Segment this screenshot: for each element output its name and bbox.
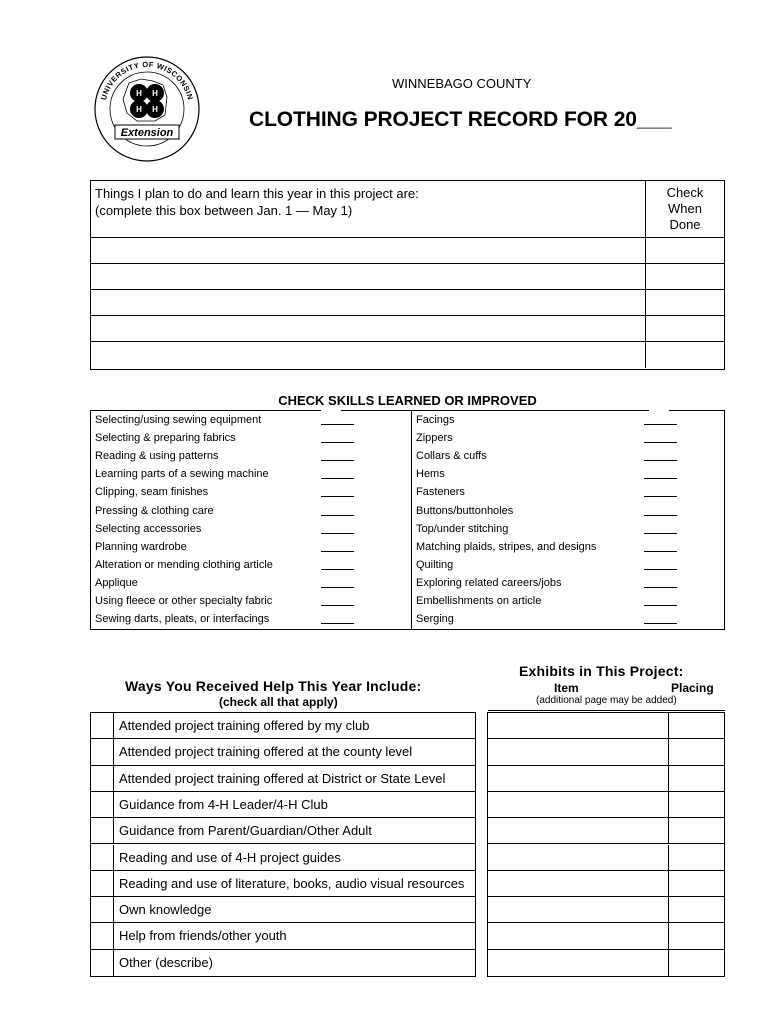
skill-check-blank[interactable]	[321, 623, 354, 624]
skill-item	[91, 610, 411, 628]
skill-label: Clipping, seam finishes	[95, 486, 209, 499]
help-row	[91, 766, 475, 792]
svg-text:H: H	[152, 105, 158, 114]
exhibit-placing-field[interactable]	[669, 766, 724, 791]
help-checkbox[interactable]	[91, 818, 114, 843]
exhibit-item-field[interactable]	[488, 818, 669, 843]
help-row	[91, 818, 475, 844]
skill-check-blank[interactable]	[321, 569, 354, 570]
help-label: Attended project training offered at District or State Level	[119, 770, 446, 786]
help-checkbox[interactable]	[91, 923, 114, 948]
skill-item	[91, 520, 411, 538]
skill-label: Selecting/using sewing equipment	[95, 414, 262, 426]
plans-table	[90, 180, 725, 370]
plan-row	[91, 238, 724, 264]
plan-row	[91, 264, 724, 290]
skill-item	[91, 592, 411, 610]
skill-label: Reading & using patterns	[95, 450, 219, 463]
plan-row	[91, 316, 724, 342]
skill-item	[412, 538, 724, 556]
help-checkbox[interactable]	[91, 766, 114, 791]
skill-item	[412, 574, 724, 592]
skill-check-blank[interactable]	[321, 551, 354, 552]
plan-text-field[interactable]	[91, 238, 646, 264]
skill-item	[412, 556, 724, 574]
skill-label: Planning wardrobe	[95, 540, 187, 553]
exhibit-row	[488, 739, 724, 765]
skill-check-blank[interactable]	[321, 460, 354, 461]
help-checkbox[interactable]	[91, 950, 114, 976]
skill-item	[412, 447, 724, 465]
skill-check-blank[interactable]	[321, 587, 354, 588]
help-table	[90, 712, 476, 977]
help-row	[91, 792, 475, 818]
help-row	[91, 713, 475, 739]
plan-done-checkbox[interactable]	[646, 264, 724, 290]
skill-item	[91, 447, 411, 465]
exhibit-row	[488, 713, 724, 739]
skill-label: Buttons/buttonholes	[416, 504, 514, 517]
skill-label: Pressing & clothing care	[95, 504, 214, 517]
skill-check-blank[interactable]	[644, 515, 677, 516]
skill-item	[412, 502, 724, 520]
plans-prompt-line1: Things I plan to do and learn this year in this project are:	[95, 186, 419, 201]
exhibit-item-field[interactable]	[488, 923, 669, 948]
help-checkbox[interactable]	[91, 845, 114, 870]
exhibit-item-field[interactable]	[488, 713, 669, 738]
skill-item	[91, 502, 411, 520]
plans-prompt-line2: (complete this box between Jan. 1 — May 1)	[95, 203, 353, 218]
skills-left-column	[91, 411, 412, 629]
skill-item	[91, 574, 411, 592]
skill-check-blank[interactable]	[321, 496, 354, 497]
plan-text-field[interactable]	[91, 290, 646, 316]
check-line2: When	[668, 201, 702, 216]
skill-label: Selecting & preparing fabrics	[95, 432, 236, 445]
exhibit-row	[488, 792, 724, 818]
skill-check-blank[interactable]	[644, 605, 677, 606]
help-checkbox[interactable]	[91, 871, 114, 896]
exhibits-item-header: Item	[554, 681, 579, 695]
skill-item	[412, 465, 724, 483]
skill-item	[412, 520, 724, 538]
skill-label: Collars & cuffs	[416, 450, 487, 463]
exhibit-item-field[interactable]	[488, 950, 669, 976]
exhibit-item-field[interactable]	[488, 792, 669, 817]
help-checkbox[interactable]	[91, 792, 114, 817]
exhibit-item-field[interactable]	[488, 897, 669, 922]
check-when-done-header	[646, 181, 724, 238]
skill-label: Fasteners	[416, 486, 465, 499]
skill-check-blank[interactable]	[644, 533, 677, 534]
skill-check-blank[interactable]	[644, 460, 677, 461]
exhibit-row	[488, 766, 724, 792]
svg-text:H: H	[152, 89, 158, 98]
skill-label: Sewing darts, pleats, or interfacings	[95, 613, 270, 626]
help-checkbox[interactable]	[91, 897, 114, 922]
exhibit-row	[488, 950, 724, 976]
exhibit-placing-field[interactable]	[669, 923, 724, 948]
skill-check-blank[interactable]	[644, 442, 677, 443]
skill-label: Applique	[95, 576, 138, 589]
exhibit-placing-field[interactable]	[669, 739, 724, 764]
exhibits-note: (additional page may be added)	[536, 695, 677, 706]
help-label: Help from friends/other youth	[119, 928, 287, 944]
skill-check-blank[interactable]	[321, 442, 354, 443]
help-label: Guidance from 4-H Leader/4-H Club	[119, 796, 328, 812]
skill-item	[412, 592, 724, 610]
help-label: Attended project training offered at the county level	[119, 744, 413, 760]
help-row	[91, 871, 475, 897]
skill-label: Embellishments on article	[416, 595, 542, 607]
help-title: Ways You Received Help This Year Include:	[125, 678, 422, 694]
help-row	[91, 923, 475, 949]
skill-label: Facings	[416, 414, 455, 426]
exhibit-item-field[interactable]	[488, 766, 669, 791]
skill-check-blank[interactable]	[321, 515, 354, 516]
exhibit-row	[488, 897, 724, 923]
skill-label: Using fleece or other specialty fabric	[95, 595, 273, 607]
skill-label: Learning parts of a sewing machine	[95, 468, 269, 481]
exhibit-row	[488, 845, 724, 871]
help-row	[91, 739, 475, 765]
exhibits-rule	[488, 710, 725, 711]
skill-label: Hems	[416, 468, 445, 481]
plan-text-field[interactable]	[91, 264, 646, 290]
plan-done-checkbox[interactable]	[646, 316, 724, 342]
skill-item	[412, 610, 724, 628]
plan-done-checkbox[interactable]	[646, 290, 724, 316]
plan-text-field[interactable]	[91, 316, 646, 342]
skills-right-column	[412, 411, 724, 629]
skill-item	[412, 411, 724, 429]
help-label: Other (describe)	[119, 954, 213, 970]
help-label: Attended project training offered by my club	[119, 718, 370, 733]
skill-check-blank[interactable]	[644, 623, 677, 624]
skill-item	[91, 465, 411, 483]
skill-item	[91, 483, 411, 501]
svg-text:H: H	[136, 89, 142, 98]
exhibit-placing-field[interactable]	[669, 818, 724, 843]
skill-check-blank[interactable]	[644, 424, 677, 425]
exhibit-row	[488, 818, 724, 844]
skill-item	[412, 429, 724, 447]
skill-check-blank[interactable]	[321, 605, 354, 606]
logo-extension-text: Extension	[120, 127, 174, 139]
exhibit-row	[488, 871, 724, 897]
help-subtitle: (check all that apply)	[219, 695, 338, 709]
svg-text:H: H	[136, 105, 142, 114]
skills-title: CHECK SKILLS LEARNED OR IMPROVED	[278, 393, 537, 408]
skill-label: Selecting accessories	[95, 522, 202, 535]
skill-check-blank[interactable]	[644, 569, 677, 570]
skill-label: Matching plaids, stripes, and designs	[416, 540, 597, 553]
help-label: Own knowledge	[119, 902, 212, 918]
page-title: CLOTHING PROJECT RECORD FOR 20___	[249, 108, 672, 131]
skill-label: Top/under stitching	[416, 522, 509, 535]
skill-label: Exploring related careers/jobs	[416, 576, 562, 589]
check-line1: Check	[666, 185, 704, 200]
logo-ring-text: UNIVERSITY OF WISCONSIN	[99, 59, 195, 102]
exhibit-item-field[interactable]	[488, 871, 669, 896]
exhibit-row	[488, 923, 724, 949]
skill-item	[91, 411, 411, 429]
exhibit-placing-field[interactable]	[669, 950, 724, 976]
help-checkbox[interactable]	[91, 713, 114, 738]
skill-check-blank[interactable]	[644, 496, 677, 497]
skill-item	[91, 429, 411, 447]
plans-prompt	[91, 181, 646, 238]
skill-item	[91, 556, 411, 574]
help-row	[91, 897, 475, 923]
plan-done-checkbox[interactable]	[646, 238, 724, 264]
help-label: Reading and use of 4-H project guides	[119, 849, 341, 865]
skill-check-blank[interactable]	[644, 551, 677, 552]
help-label: Guidance from Parent/Guardian/Other Adult	[119, 823, 372, 839]
county-name: WINNEBAGO COUNTY	[392, 76, 532, 91]
plan-row	[91, 342, 724, 368]
help-row	[91, 845, 475, 871]
skill-label: Quilting	[416, 558, 454, 571]
exhibit-item-field[interactable]	[488, 739, 669, 764]
exhibit-placing-field[interactable]	[669, 845, 724, 870]
skill-label: Serging	[416, 613, 454, 626]
check-line3: Done	[669, 217, 701, 232]
skill-item	[412, 483, 724, 501]
plan-text-field[interactable]	[91, 342, 646, 368]
exhibits-title: Exhibits in This Project:	[519, 663, 684, 679]
skill-check-blank[interactable]	[644, 587, 677, 588]
skill-label: Zippers	[416, 432, 453, 445]
exhibit-placing-field[interactable]	[669, 792, 724, 817]
plan-done-checkbox[interactable]	[646, 342, 724, 368]
help-checkbox[interactable]	[91, 739, 114, 764]
help-row	[91, 950, 475, 976]
exhibit-placing-field[interactable]	[669, 713, 724, 738]
exhibits-placing-header: Placing	[671, 681, 714, 695]
skill-check-blank[interactable]	[321, 533, 354, 534]
skills-table	[90, 410, 725, 630]
exhibit-item-field[interactable]	[488, 845, 669, 870]
help-label: Reading and use of literature, books, audio visual resources	[119, 875, 465, 891]
skill-label: Alteration or mending clothing article	[95, 558, 273, 571]
skill-check-blank[interactable]	[321, 478, 354, 479]
exhibit-placing-field[interactable]	[669, 897, 724, 922]
skill-check-blank[interactable]	[644, 478, 677, 479]
4h-extension-logo	[93, 55, 201, 163]
skill-item	[91, 538, 411, 556]
exhibit-placing-field[interactable]	[669, 871, 724, 896]
plan-row	[91, 290, 724, 316]
exhibits-table	[487, 712, 725, 977]
skill-check-blank[interactable]	[321, 424, 354, 425]
